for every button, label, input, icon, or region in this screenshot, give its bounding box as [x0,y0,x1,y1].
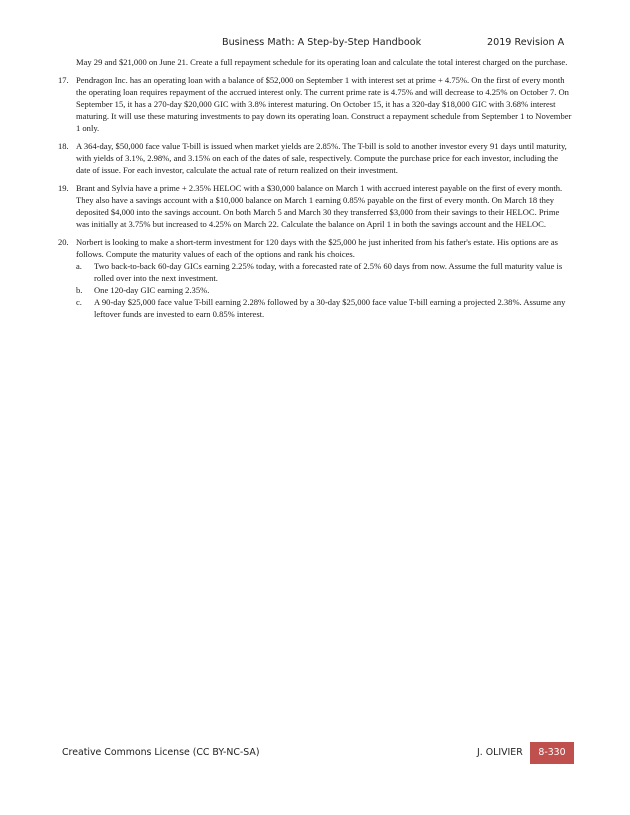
sub-question-letter: b. [76,285,83,295]
sub-question-b [76,284,574,296]
page-content [58,56,574,326]
question-19 [58,182,574,230]
question-text: Norbert is looking to make a short-term investment for 120 days with the $25,000 he just inherited from his father's estate. His options are as follows. Compute the maturity values of each of the options and rank his choices. [76,237,558,259]
footer-license: Creative Commons License (CC BY-NC-SA) [62,747,260,758]
page-number-badge: 8-330 [530,742,574,764]
question-number: 17. [58,75,69,85]
question-20 [58,236,574,320]
sub-question-text: A 90-day $25,000 face value T-bill earning 2.28% followed by a 30-day $25,000 face value T-bill earning a projected 2.38%. Assume any leftover funds are invested to earn 0.85% interest. [94,297,566,319]
question-number: 20. [58,237,69,247]
question-text: Brant and Sylvia have a prime + 2.35% HELOC with a $30,000 balance on March 1 with accrued interest payable on the first of every month. They also have a savings account with a $10,000 balance on March 1 earning 0.85% payable on the first of every month. On March 18 they deposited $4,000 into the savings account. On both March 5 and March 30 they transferred $3,000 from their savings to their HELOC. Prime was initially at 3.75% but increased to 4.25% on March 22. Calculate the balance on April 1 in both the savings account and the HELOC. [76,183,563,229]
question-number: 19. [58,183,69,193]
sub-question-text: Two back-to-back 60-day GICs earning 2.25% today, with a forecasted rate of 2.5% 60 days from now. Assume the full maturity value is rolled over into the next investment. [94,261,563,283]
sub-question-a [76,260,574,284]
header-revision: 2019 Revision A [487,37,565,48]
sub-question-list [76,260,574,320]
question-number: 18. [58,141,69,151]
question-18 [58,140,574,176]
page-footer [0,742,630,764]
page-header [0,37,630,51]
sub-question-letter: c. [76,297,82,307]
question-17 [58,74,574,134]
sub-question-c [76,296,574,320]
question-text: A 364-day, $50,000 face value T-bill is issued when market yields are 2.85%. The T-bill is sold to another investor every 91 days until maturity, with yields of 3.1%, 2.98%, and 3.15% on each of the dates of sale, respectively. Compute the purchase price for each investor, including the date of issue. For each investor, calculate the actual rate of return realized on their investment. [76,141,567,175]
sub-question-letter: a. [76,261,82,271]
intro-paragraph: May 29 and $21,000 on June 21. Create a full repayment schedule for its operating loan and calculate the total interest charged on the purchase. [76,57,568,67]
footer-author: J. OLIVIER [477,747,523,758]
question-text: Pendragon Inc. has an operating loan with a balance of $52,000 on September 1 with interest set at prime + 4.75%. On the first of every month the operating loan requires repayment of the accrued interest only. The current prime rate is 4.75% and will decrease to 4.25% on October 7. On September 15, it has a 270-day $20,000 GIC with 3.8% interest maturing. On October 15, it has a 320-day $18,000 GIC with 3.68% interest maturing. It will use these maturing investments to pay down its operating loan. Construct a repayment schedule from September 1 to November 1 only. [76,75,572,133]
sub-question-text: One 120-day GIC earning 2.35%. [94,285,210,295]
header-title: Business Math: A Step-by-Step Handbook [222,37,422,48]
